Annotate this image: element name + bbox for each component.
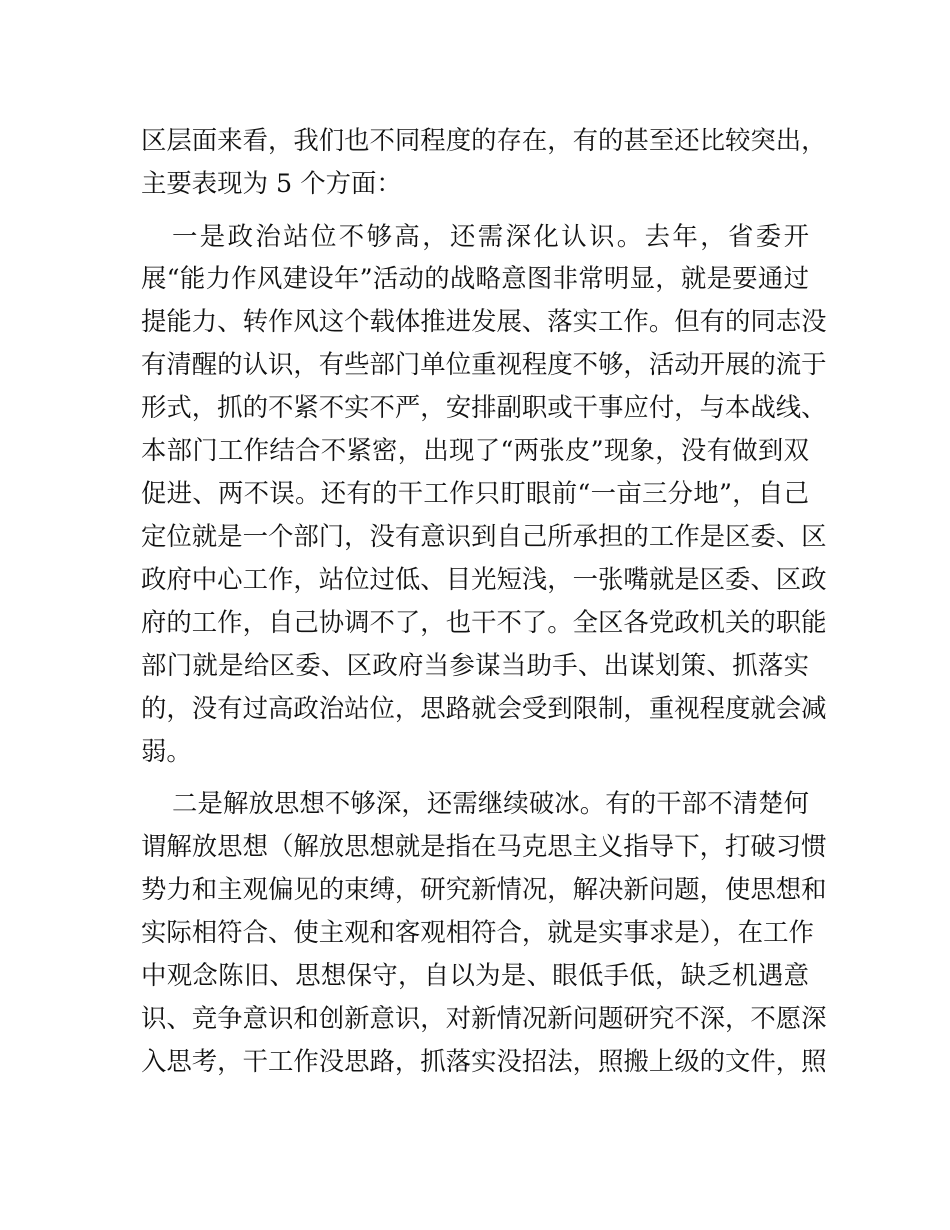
paragraph-1-line-11: 部门就是给区委、区政府当参谋当助手、出谋划策、抓落实 xyxy=(141,650,809,680)
paragraph-2-line-4: 实际相符合、使主观和客观相符合，就是实事求是），在工作 xyxy=(141,917,814,947)
paragraph-1-line-2: 展“能力作风建设年”活动的战略意图非常明显，就是要通过 xyxy=(141,263,809,293)
paragraph-1-line-12: 的，没有过高政治站位，思路就会受到限制，重视程度就会减 xyxy=(141,693,827,723)
paragraph-1-line-9: 政府中心工作，站位过低、目光短浅，一张嘴就是区委、区政 xyxy=(141,564,827,594)
paragraph-1-line-4: 有清醒的认识，有些部门单位重视程度不够，活动开展的流于 xyxy=(141,349,827,379)
paragraph-1-line-3: 提能力、转作风这个载体推进发展、落实工作。但有的同志没 xyxy=(141,306,827,336)
paragraph-2-line-2: 谓解放思想（解放思想就是指在马克思主义指导下，打破习惯 xyxy=(141,831,827,861)
paragraph-2-line-5: 中观念陈旧、思想保守，自以为是、眼低手低，缺乏机遇意 xyxy=(141,960,809,990)
text-line-1: 区层面来看，我们也不同程度的存在，有的甚至还比较突出， xyxy=(141,125,827,155)
paragraph-2-line-3: 势力和主观偏见的束缚，研究新情况，解决新问题，使思想和 xyxy=(141,874,827,904)
paragraph-1-line-5: 形式，抓的不紧不实不严，安排副职或干事应付，与本战线、 xyxy=(141,392,827,422)
paragraph-2-line-6: 识、竞争意识和创新意识，对新情况新问题研究不深，不愿深 xyxy=(141,1003,827,1033)
paragraph-1-line-7: 促进、两不误。还有的干工作只盯眼前“一亩三分地”，自己 xyxy=(141,478,809,508)
paragraph-1-line-6: 本部门工作结合不紧密，出现了“两张皮”现象，没有做到双 xyxy=(141,435,809,465)
paragraph-1-line-10: 府的工作，自己协调不了，也干不了。全区各党政机关的职能 xyxy=(141,607,827,637)
text-line-2: 主要表现为 5 个方面： xyxy=(141,168,402,198)
paragraph-2-line-7: 入思考，干工作没思路，抓落实没招法，照搬上级的文件，照 xyxy=(141,1046,827,1076)
paragraph-1-line-13: 弱。 xyxy=(141,736,192,766)
paragraph-1-line-1: 一是政治站位不够高，还需深化认识。去年，省委开 xyxy=(172,221,809,251)
paragraph-2-line-1: 二是解放思想不够深，还需继续破冰。有的干部不清楚何 xyxy=(172,788,809,818)
paragraph-1-line-8: 定位就是一个部门，没有意识到自己所承担的工作是区委、区 xyxy=(141,521,827,551)
